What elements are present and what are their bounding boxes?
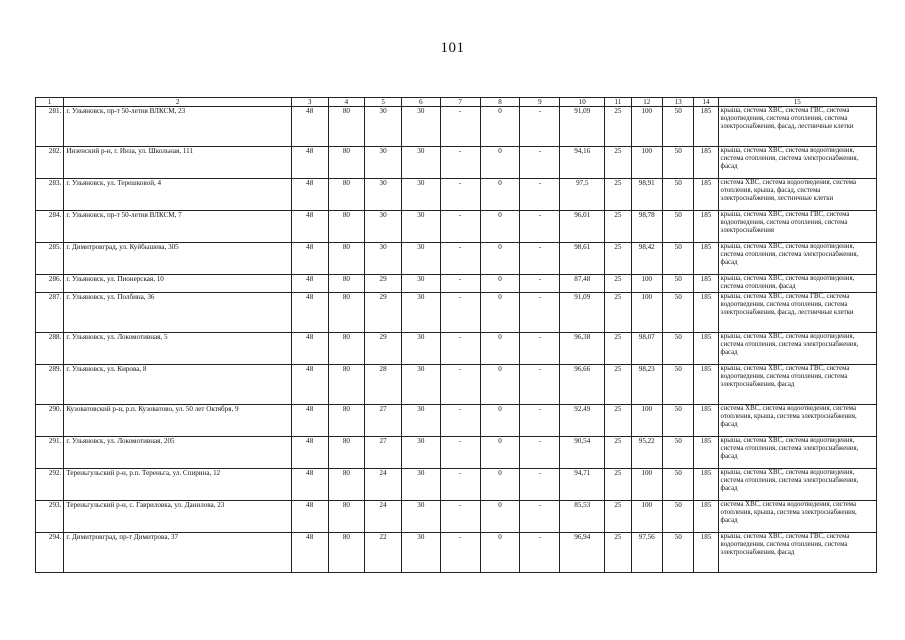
col-5: 28 — [365, 365, 402, 405]
table-row — [36, 469, 877, 501]
row-number: 290. — [36, 405, 64, 437]
table-row — [36, 179, 877, 211]
col-10: 91,09 — [560, 293, 605, 333]
col-6: 30 — [401, 275, 440, 293]
col-3: 48 — [291, 501, 328, 533]
col-13: 50 — [662, 147, 693, 179]
col-13: 50 — [662, 365, 693, 405]
col-11: 25 — [605, 469, 631, 501]
column-header-14: 14 — [694, 98, 718, 107]
col-7: - — [440, 405, 480, 437]
table-row — [36, 107, 877, 147]
row-number: 285. — [36, 243, 64, 275]
table-row — [36, 437, 877, 469]
col-10: 87,48 — [560, 275, 605, 293]
col-9: - — [520, 469, 560, 501]
column-header-2: 2 — [64, 98, 292, 107]
works-list: крыша, система ХВС, система водоотведения, система отопления, система электроснабжения, фасад — [718, 243, 876, 275]
col-5: 30 — [365, 211, 402, 243]
col-12: 100 — [631, 469, 662, 501]
col-13: 50 — [662, 469, 693, 501]
col-11: 25 — [605, 243, 631, 275]
col-11: 25 — [605, 293, 631, 333]
col-3: 48 — [291, 293, 328, 333]
works-list: система ХВС, система водоотведения, система отопления, крыша, система электроснабжения, фасад — [718, 501, 876, 533]
col-5: 30 — [365, 147, 402, 179]
col-6: 30 — [401, 107, 440, 147]
col-4: 80 — [328, 437, 365, 469]
col-9: - — [520, 243, 560, 275]
col-3: 48 — [291, 243, 328, 275]
col-6: 30 — [401, 501, 440, 533]
works-list: крыша, система ХВС, система водоотведения, система отопления, система электроснабжения, фасад — [718, 147, 876, 179]
col-8: 0 — [480, 243, 520, 275]
table-row — [36, 275, 877, 293]
address: Инзенский р-н, г. Инза, ул. Школьная, 111 — [64, 147, 292, 179]
col-7: - — [440, 243, 480, 275]
col-11: 25 — [605, 179, 631, 211]
col-4: 80 — [328, 333, 365, 365]
col-6: 30 — [401, 293, 440, 333]
works-list: крыша, система ХВС, система водоотведения, система отопления, система электроснабжения, фасад — [718, 437, 876, 469]
col-10: 94,16 — [560, 147, 605, 179]
col-6: 30 — [401, 437, 440, 469]
col-6: 30 — [401, 469, 440, 501]
col-9: - — [520, 405, 560, 437]
col-11: 25 — [605, 405, 631, 437]
col-6: 30 — [401, 147, 440, 179]
col-11: 25 — [605, 501, 631, 533]
col-5: 30 — [365, 243, 402, 275]
col-6: 30 — [401, 243, 440, 275]
page-number: 101 — [440, 40, 465, 56]
col-14: 185 — [694, 533, 718, 573]
row-number: 288. — [36, 333, 64, 365]
col-13: 50 — [662, 405, 693, 437]
address: г. Димитровград, ул. Куйбышева, 305 — [64, 243, 292, 275]
col-12: 98,07 — [631, 333, 662, 365]
col-4: 80 — [328, 405, 365, 437]
works-list: крыша, система ХВС, система водоотведения, система отопления, фасад — [718, 275, 876, 293]
col-14: 185 — [694, 333, 718, 365]
col-12: 97,56 — [631, 533, 662, 573]
col-13: 50 — [662, 107, 693, 147]
col-9: - — [520, 275, 560, 293]
row-number: 284. — [36, 211, 64, 243]
column-header-8: 8 — [480, 98, 520, 107]
col-4: 80 — [328, 533, 365, 573]
table-row — [36, 333, 877, 365]
col-3: 48 — [291, 469, 328, 501]
row-number: 282. — [36, 147, 64, 179]
col-14: 185 — [694, 293, 718, 333]
row-number: 281. — [36, 107, 64, 147]
column-header-10: 10 — [560, 98, 605, 107]
col-12: 100 — [631, 107, 662, 147]
col-3: 48 — [291, 179, 328, 211]
col-9: - — [520, 293, 560, 333]
col-12: 98,91 — [631, 179, 662, 211]
col-8: 0 — [480, 405, 520, 437]
col-14: 185 — [694, 469, 718, 501]
col-8: 0 — [480, 275, 520, 293]
table-row — [36, 365, 877, 405]
col-6: 30 — [401, 365, 440, 405]
col-8: 0 — [480, 147, 520, 179]
col-4: 80 — [328, 275, 365, 293]
row-number: 293. — [36, 501, 64, 533]
col-5: 27 — [365, 437, 402, 469]
col-6: 30 — [401, 333, 440, 365]
col-11: 25 — [605, 107, 631, 147]
col-4: 80 — [328, 107, 365, 147]
col-3: 48 — [291, 533, 328, 573]
works-list: крыша, система ХВС, система водоотведения, система отопления, система электроснабжения, фасад — [718, 469, 876, 501]
works-list: крыша, система ХВС, система ГВС, система водоотведения, система отопления, система электроснабжения — [718, 211, 876, 243]
col-14: 185 — [694, 211, 718, 243]
col-12: 98,78 — [631, 211, 662, 243]
col-9: - — [520, 179, 560, 211]
col-13: 50 — [662, 211, 693, 243]
col-8: 0 — [480, 293, 520, 333]
col-12: 100 — [631, 501, 662, 533]
col-7: - — [440, 179, 480, 211]
col-4: 80 — [328, 243, 365, 275]
col-3: 48 — [291, 405, 328, 437]
column-header-9: 9 — [520, 98, 560, 107]
row-number: 291. — [36, 437, 64, 469]
registry-table — [35, 97, 877, 573]
col-7: - — [440, 107, 480, 147]
address: г. Ульяновск, пр-т 50-летия ВЛКСМ, 7 — [64, 211, 292, 243]
address: Тереньгульский р-н, р.п. Тереньга, ул. Спирина, 12 — [64, 469, 292, 501]
address: Тереньгульский р-н, с. Гавриловка, ул. Данилова, 23 — [64, 501, 292, 533]
col-10: 90,54 — [560, 437, 605, 469]
col-11: 25 — [605, 333, 631, 365]
col-5: 27 — [365, 405, 402, 437]
column-header-4: 4 — [328, 98, 365, 107]
col-8: 0 — [480, 333, 520, 365]
col-7: - — [440, 147, 480, 179]
column-header-3: 3 — [291, 98, 328, 107]
col-11: 25 — [605, 365, 631, 405]
column-header-1: 1 — [36, 98, 64, 107]
col-12: 100 — [631, 147, 662, 179]
col-13: 50 — [662, 333, 693, 365]
col-9: - — [520, 147, 560, 179]
col-4: 80 — [328, 365, 365, 405]
col-4: 80 — [328, 293, 365, 333]
row-number: 286. — [36, 275, 64, 293]
works-list: крыша, система ХВС, система ГВС, система водоотведения, система отопления, система электроснабжения, фасад — [718, 365, 876, 405]
col-13: 50 — [662, 437, 693, 469]
column-header-5: 5 — [365, 98, 402, 107]
address: г. Ульяновск, ул. Кирова, 8 — [64, 365, 292, 405]
col-8: 0 — [480, 501, 520, 533]
works-list: крыша, система ХВС, система ГВС, система водоотведения, система отопления, система электроснабжения, фасад — [718, 533, 876, 573]
col-12: 100 — [631, 405, 662, 437]
col-7: - — [440, 293, 480, 333]
works-list: система ХВС, система водоотведения, система отопления, крыша, система электроснабжения, фасад — [718, 405, 876, 437]
col-12: 100 — [631, 275, 662, 293]
col-14: 185 — [694, 501, 718, 533]
col-13: 50 — [662, 243, 693, 275]
header-row — [36, 98, 877, 107]
address: Кузоватовский р-н, р.п. Кузоватово, ул. 50 лет Октября, 9 — [64, 405, 292, 437]
col-7: - — [440, 469, 480, 501]
col-10: 96,94 — [560, 533, 605, 573]
col-8: 0 — [480, 365, 520, 405]
table-row — [36, 405, 877, 437]
address: г. Ульяновск, пр-т 50-летия ВЛКСМ, 23 — [64, 107, 292, 147]
col-9: - — [520, 501, 560, 533]
col-14: 185 — [694, 275, 718, 293]
column-header-6: 6 — [401, 98, 440, 107]
col-10: 92,49 — [560, 405, 605, 437]
col-14: 185 — [694, 243, 718, 275]
col-13: 50 — [662, 501, 693, 533]
col-10: 96,38 — [560, 333, 605, 365]
col-12: 98,23 — [631, 365, 662, 405]
col-11: 25 — [605, 437, 631, 469]
col-9: - — [520, 107, 560, 147]
col-10: 98,61 — [560, 243, 605, 275]
row-number: 294. — [36, 533, 64, 573]
col-13: 50 — [662, 275, 693, 293]
address: г. Ульяновск, ул. Локомотивная, 5 — [64, 333, 292, 365]
col-5: 30 — [365, 107, 402, 147]
col-14: 185 — [694, 179, 718, 211]
row-number: 287. — [36, 293, 64, 333]
col-10: 96,01 — [560, 211, 605, 243]
col-14: 185 — [694, 147, 718, 179]
column-header-15: 15 — [718, 98, 876, 107]
col-3: 48 — [291, 275, 328, 293]
col-3: 48 — [291, 147, 328, 179]
column-header-12: 12 — [631, 98, 662, 107]
col-13: 50 — [662, 533, 693, 573]
col-4: 80 — [328, 211, 365, 243]
col-3: 48 — [291, 107, 328, 147]
col-14: 185 — [694, 365, 718, 405]
column-header-13: 13 — [662, 98, 693, 107]
col-7: - — [440, 437, 480, 469]
col-9: - — [520, 533, 560, 573]
col-4: 80 — [328, 469, 365, 501]
col-3: 48 — [291, 365, 328, 405]
col-8: 0 — [480, 533, 520, 573]
address: г. Димитровград, пр-т Димитрова, 37 — [64, 533, 292, 573]
col-9: - — [520, 365, 560, 405]
table-body — [36, 98, 877, 573]
works-list: крыша, система ХВС, система водоотведения, система отопления, система электроснабжения, фасад — [718, 333, 876, 365]
col-5: 24 — [365, 469, 402, 501]
col-7: - — [440, 365, 480, 405]
col-4: 80 — [328, 501, 365, 533]
col-10: 97,5 — [560, 179, 605, 211]
col-4: 80 — [328, 179, 365, 211]
col-10: 94,71 — [560, 469, 605, 501]
col-14: 185 — [694, 405, 718, 437]
col-5: 22 — [365, 533, 402, 573]
table-row — [36, 501, 877, 533]
col-7: - — [440, 533, 480, 573]
col-10: 85,53 — [560, 501, 605, 533]
col-6: 30 — [401, 179, 440, 211]
column-header-7: 7 — [440, 98, 480, 107]
col-8: 0 — [480, 437, 520, 469]
table-row — [36, 211, 877, 243]
col-3: 48 — [291, 333, 328, 365]
col-11: 25 — [605, 275, 631, 293]
col-8: 0 — [480, 211, 520, 243]
works-list: система ХВС, система водоотведения, система отопления, крыша, фасад, система электроснабжения, лестничные клетки — [718, 179, 876, 211]
address: г. Ульяновск, ул. Локомотивная, 205 — [64, 437, 292, 469]
col-7: - — [440, 211, 480, 243]
row-number: 292. — [36, 469, 64, 501]
col-11: 25 — [605, 533, 631, 573]
col-10: 91,09 — [560, 107, 605, 147]
col-6: 30 — [401, 405, 440, 437]
col-11: 25 — [605, 211, 631, 243]
col-9: - — [520, 437, 560, 469]
col-12: 95,22 — [631, 437, 662, 469]
col-6: 30 — [401, 211, 440, 243]
row-number: 289. — [36, 365, 64, 405]
col-13: 50 — [662, 179, 693, 211]
col-14: 185 — [694, 107, 718, 147]
address: г. Ульяновск, ул. Пионерская, 10 — [64, 275, 292, 293]
col-5: 29 — [365, 275, 402, 293]
col-7: - — [440, 501, 480, 533]
col-4: 80 — [328, 147, 365, 179]
address: г. Ульяновск, ул. Терешковой, 4 — [64, 179, 292, 211]
address: г. Ульяновск, ул. Полбина, 36 — [64, 293, 292, 333]
row-number: 283. — [36, 179, 64, 211]
col-7: - — [440, 275, 480, 293]
table-row — [36, 147, 877, 179]
col-6: 30 — [401, 533, 440, 573]
col-8: 0 — [480, 179, 520, 211]
column-header-11: 11 — [605, 98, 631, 107]
col-3: 48 — [291, 437, 328, 469]
col-5: 29 — [365, 333, 402, 365]
table-row — [36, 293, 877, 333]
col-12: 100 — [631, 293, 662, 333]
col-12: 98,42 — [631, 243, 662, 275]
works-list: крыша, система ХВС, система ГВС, система водоотведения, система отопления, система электроснабжения, фасад, лестничные клетки — [718, 107, 876, 147]
col-5: 24 — [365, 501, 402, 533]
col-14: 185 — [694, 437, 718, 469]
col-10: 96,66 — [560, 365, 605, 405]
col-3: 48 — [291, 211, 328, 243]
col-7: - — [440, 333, 480, 365]
col-9: - — [520, 211, 560, 243]
table-row — [36, 243, 877, 275]
col-9: - — [520, 333, 560, 365]
works-list: крыша, система ХВС, система ГВС, система водоотведения, система отопления, система электроснабжения, фасад, лестничные клетки — [718, 293, 876, 333]
col-11: 25 — [605, 147, 631, 179]
col-8: 0 — [480, 469, 520, 501]
table-row — [36, 533, 877, 573]
col-13: 50 — [662, 293, 693, 333]
col-8: 0 — [480, 107, 520, 147]
col-5: 30 — [365, 179, 402, 211]
col-5: 29 — [365, 293, 402, 333]
